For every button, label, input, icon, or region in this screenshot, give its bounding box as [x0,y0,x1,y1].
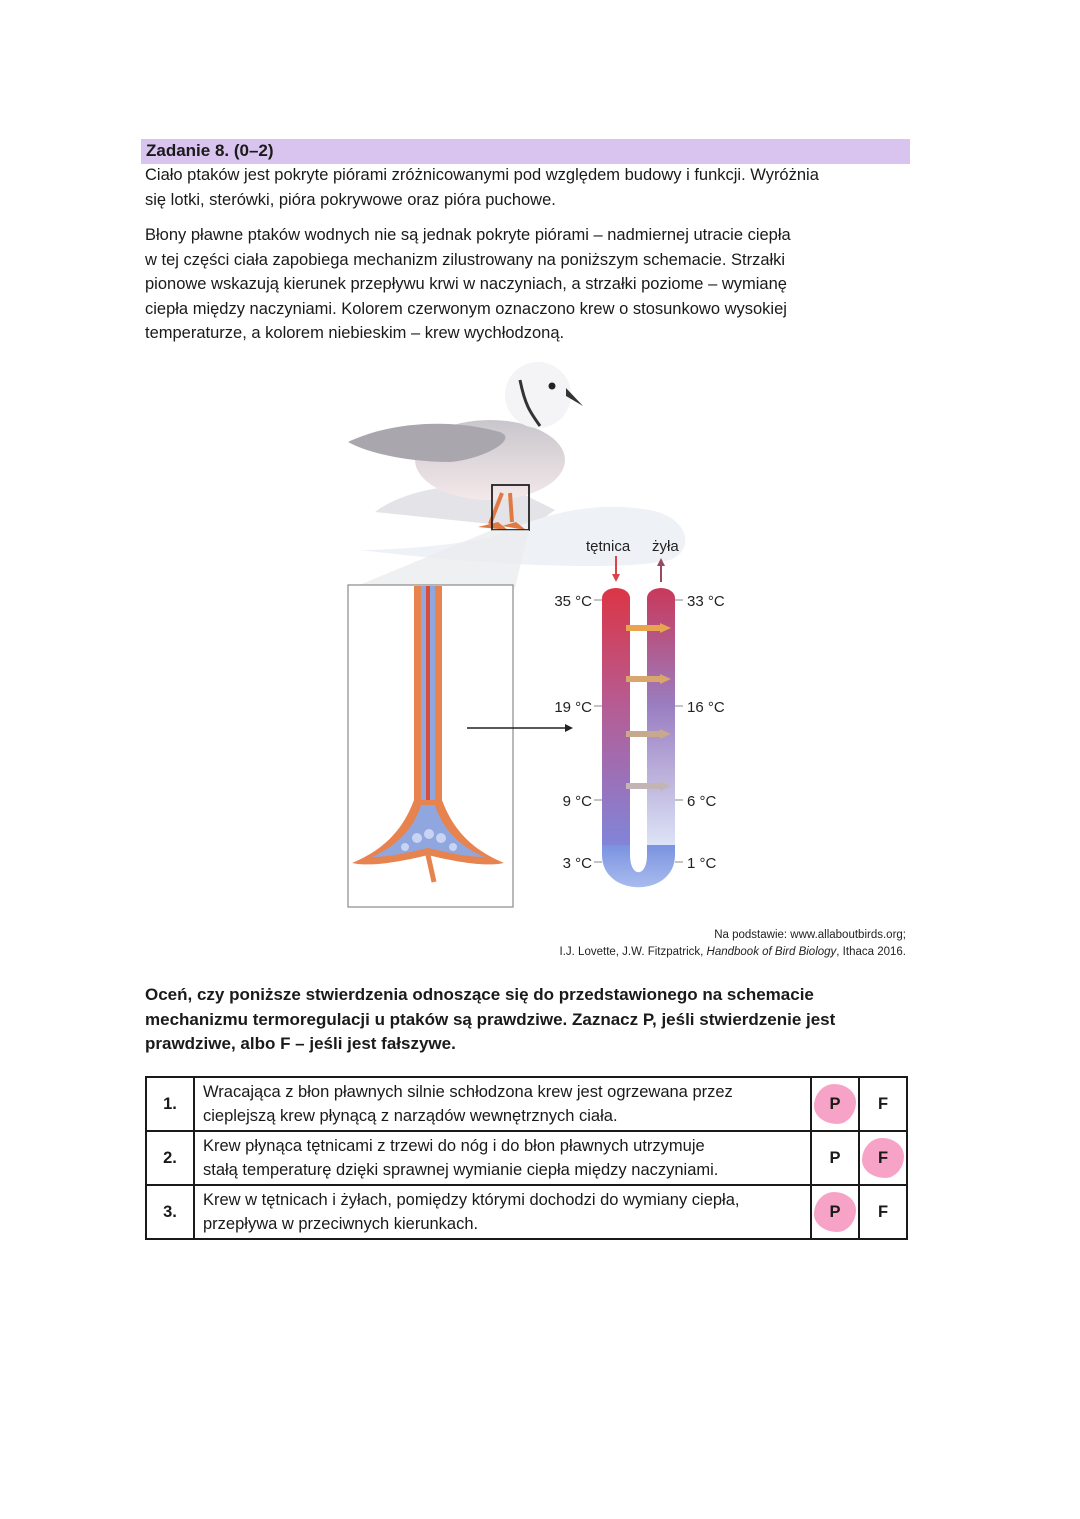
source-place-year: , Ithaca 2016. [836,946,906,958]
true-false-table [145,1076,908,1240]
source-authors: I.J. Lovette, J.W. Fitzpatrick, [559,946,707,958]
thermoregulation-figure [330,350,910,920]
answer-p-option[interactable] [811,1077,859,1131]
statement-line: Wracająca z błon pławnych silnie schłodzona krew jest ogrzewana przez [203,1083,733,1101]
intro-line: Ciało ptaków jest pokryte piórami zróżnicowanymi pod względem budowy i funkcji. Wyróżnia [145,166,819,184]
answer-label: P [829,1203,841,1221]
artery-temp-label: 19 °C [554,699,592,716]
statement-number: 2. [146,1131,194,1185]
instruction-line: prawdziwe, albo F – jeśli jest fałszywe. [145,1034,456,1053]
countercurrent-vessels [594,556,683,887]
vein-temp-label: 1 °C [687,855,717,872]
body-paragraph [145,223,910,346]
instruction-line: mechanizmu termoregulacji u ptaków są prawdziwe. Zaznacz P, jeśli stwierdzenie jest [145,1009,836,1029]
statement-number: 1. [146,1077,194,1131]
statement-line: cieplejszą krew płynącą z narządów wewnętrznych ciała. [203,1107,618,1125]
bird-illustration [348,362,685,588]
artery-label: tętnica [586,538,631,555]
table-row [146,1077,907,1131]
statement-text [194,1185,811,1239]
vein-temp-label: 33 °C [687,593,725,610]
answer-label: F [877,1149,889,1167]
table-row [146,1185,907,1239]
statement-line: Krew w tętnicach i żyłach, pomiędzy którymi dochodzi do wymiany ciepła, [203,1191,740,1209]
answer-p-option[interactable] [811,1131,859,1185]
table-row [146,1131,907,1185]
answer-label: P [829,1095,841,1113]
answer-f-option[interactable] [859,1185,907,1239]
body-line: ciepła między naczyniami. Kolorem czerwonym oznaczono krew o stosunkowo wysokiej [145,299,787,318]
body-line: temperaturze, a kolorem niebieskim – krew wychłodzoną. [145,324,565,342]
artery-temp-label: 3 °C [562,855,592,872]
answer-label: F [877,1095,889,1113]
statement-line: przepływa w przeciwnych kierunkach. [203,1215,479,1233]
body-line: pionowe wskazują kierunek przepływu krwi w naczyniach, a strzałki poziome – wymianę [145,275,787,293]
statement-line: Krew płynąca tętnicami z trzewi do nóg i do błon pławnych utrzymuje [203,1137,705,1155]
answer-f-option[interactable] [859,1077,907,1131]
source-book-title: Handbook of Bird Biology [706,946,837,958]
vein-temp-label: 16 °C [687,699,725,716]
answer-p-option[interactable] [811,1185,859,1239]
body-line: w tej części ciała zapobiega mechanizm zilustrowany na poniższym schemacie. Strzałki [145,250,786,269]
vein-temp-label: 6 °C [687,793,717,810]
task-title: Zadanie 8. (0–2) [146,141,274,160]
vein-label: żyła [652,538,679,555]
instruction-line: Oceń, czy poniższe stwierdzenia odnoszące się do przedstawionego na schemacie [145,985,814,1004]
statement-line: stałą temperaturę dzięki sprawnej wymianie ciepła między naczyniami. [203,1161,719,1179]
intro-line: się lotki, sterówki, pióra pokrywowe oraz pióra puchowe. [145,190,556,209]
statement-text [194,1131,811,1185]
intro-paragraph [145,163,910,212]
instruction-paragraph [145,983,910,1057]
artery-temp-label: 9 °C [562,793,592,810]
answer-label: P [829,1149,841,1167]
source-line: Na podstawie: www.allaboutbirds.org; [714,929,906,941]
body-line: Błony pławne ptaków wodnych nie są jednak pokryte piórami – nadmiernej utracie ciepła [145,226,791,244]
statement-number: 3. [146,1185,194,1239]
answer-f-option[interactable] [859,1131,907,1185]
answer-label: F [877,1203,889,1221]
artery-temp-label: 35 °C [554,593,592,610]
source-line [560,946,906,958]
statement-text [194,1077,811,1131]
